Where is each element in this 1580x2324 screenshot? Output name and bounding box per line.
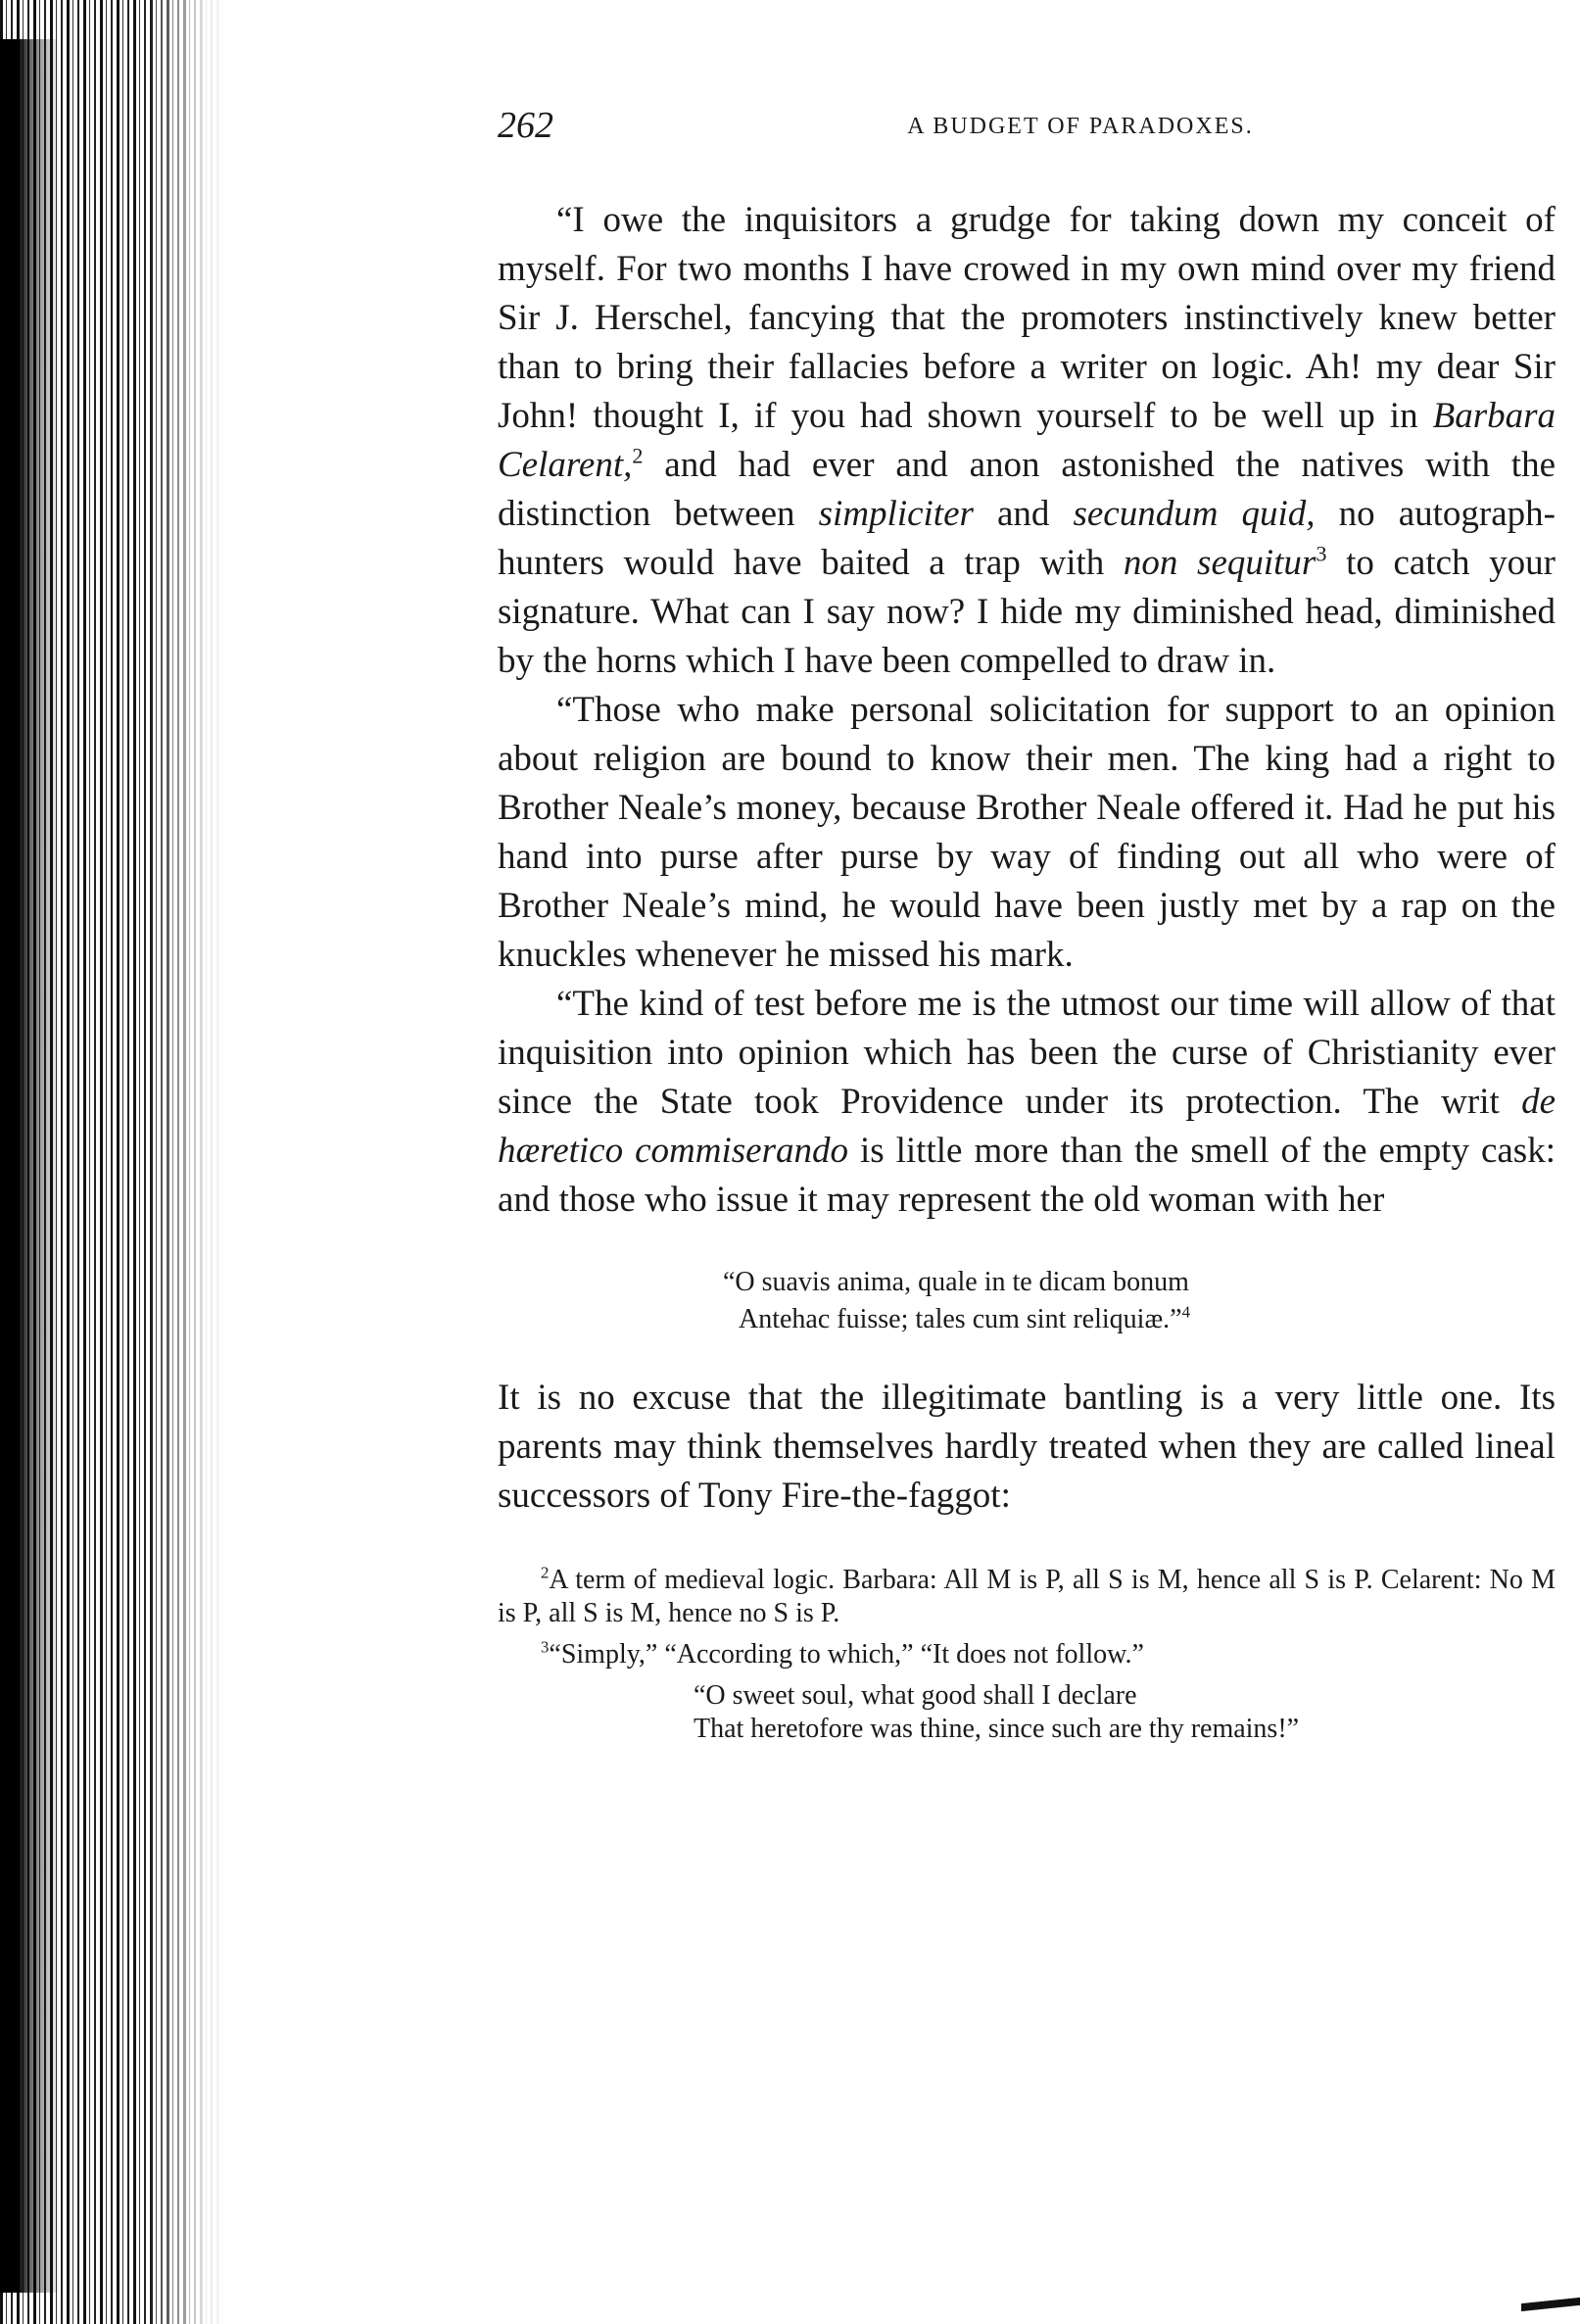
- footnote-2: $^2$A term of medieval logic. Barbara: All M is P, all S is M, hence all S is P. Celarent: No M is P, all S is M, hence no S is P.: [498, 1563, 1556, 1628]
- footnote-4: [498, 1679, 1556, 1746]
- running-head: A BUDGET OF PARADOXES.: [907, 114, 1254, 139]
- page-edge-fade: [147, 0, 225, 2324]
- footnote-ref-2: 2: [632, 443, 644, 468]
- footnote-4-line-2: That heretofore was thine, since such are thy remains!”: [694, 1714, 1300, 1744]
- paragraph-2: “Those who make personal solicitation for support to an opinion about religion are bound to know their men. The king had a right to Brother Neale’s money, because Brother Neale offered it. Had he put his hand into purse after purse by way of finding out all who were of Brother Neale’s mind, he would have been justly met by a rap on the knuckles whenever he missed his mark.: [498, 690, 1556, 975]
- paragraph-4: It is no excuse that the illegitimate bantling is a very little one. Its parents may think themselves hardly treated when they are called lineal successors of Tony Fire-the-faggot:: [498, 1378, 1556, 1516]
- footnotes: [498, 1564, 1556, 1746]
- body-text: [498, 196, 1556, 1521]
- page-header: [498, 98, 1556, 157]
- footnote-ref-3: 3: [1316, 541, 1327, 566]
- latin-quote-line-2: Antehac fuisse; tales cum sint reliquiæ.”$^4$: [739, 1302, 1190, 1334]
- latin-quote-line-1: “O suavis anima, quale in te dicam bonum: [723, 1267, 1189, 1297]
- paragraph-3: “The kind of test before me is the utmost our time will allow of that inquisition into opinion which has been the curse of Christianity ever since the State took Providence under its protection. The writ de hæretico commiserando is little more than the smell of the empty cask: and those who issue it may represent the old woman with her: [498, 984, 1556, 1220]
- footnote-ref-4: 4: [1181, 1302, 1190, 1322]
- latin-quote: [723, 1264, 1556, 1338]
- footnote-3: $^3$“Simply,” “According to which,” “It does not follow.”: [541, 1637, 1144, 1670]
- book-spine-shadow: [0, 39, 61, 2293]
- book-page: [498, 98, 1556, 1746]
- corner-mark: [1521, 2298, 1580, 2311]
- paragraph-1: “I owe the inquisitors a grudge for taking down my conceit of myself. For two months I have crowed in my own mind over my friend Sir J. Herschel, fancying that the promoters instinctively knew better than to bring their fallacies before a writer on logic. Ah! my dear Sir John! thought I, if you had shown yourself to be well up in Barbara Celarent,$^2$ and had ever and anon astonished the natives with the distinction between simpliciter and secundum quid, no autograph-hunters would have baited a trap with non sequitur$^3$ to catch your signature. What can I say now? I hide my diminished head, diminished by the horns which I have been compelled to draw in.: [498, 200, 1556, 681]
- page-number: 262: [498, 105, 553, 146]
- footnote-4-line-1: “O sweet soul, what good shall I declare: [694, 1680, 1137, 1711]
